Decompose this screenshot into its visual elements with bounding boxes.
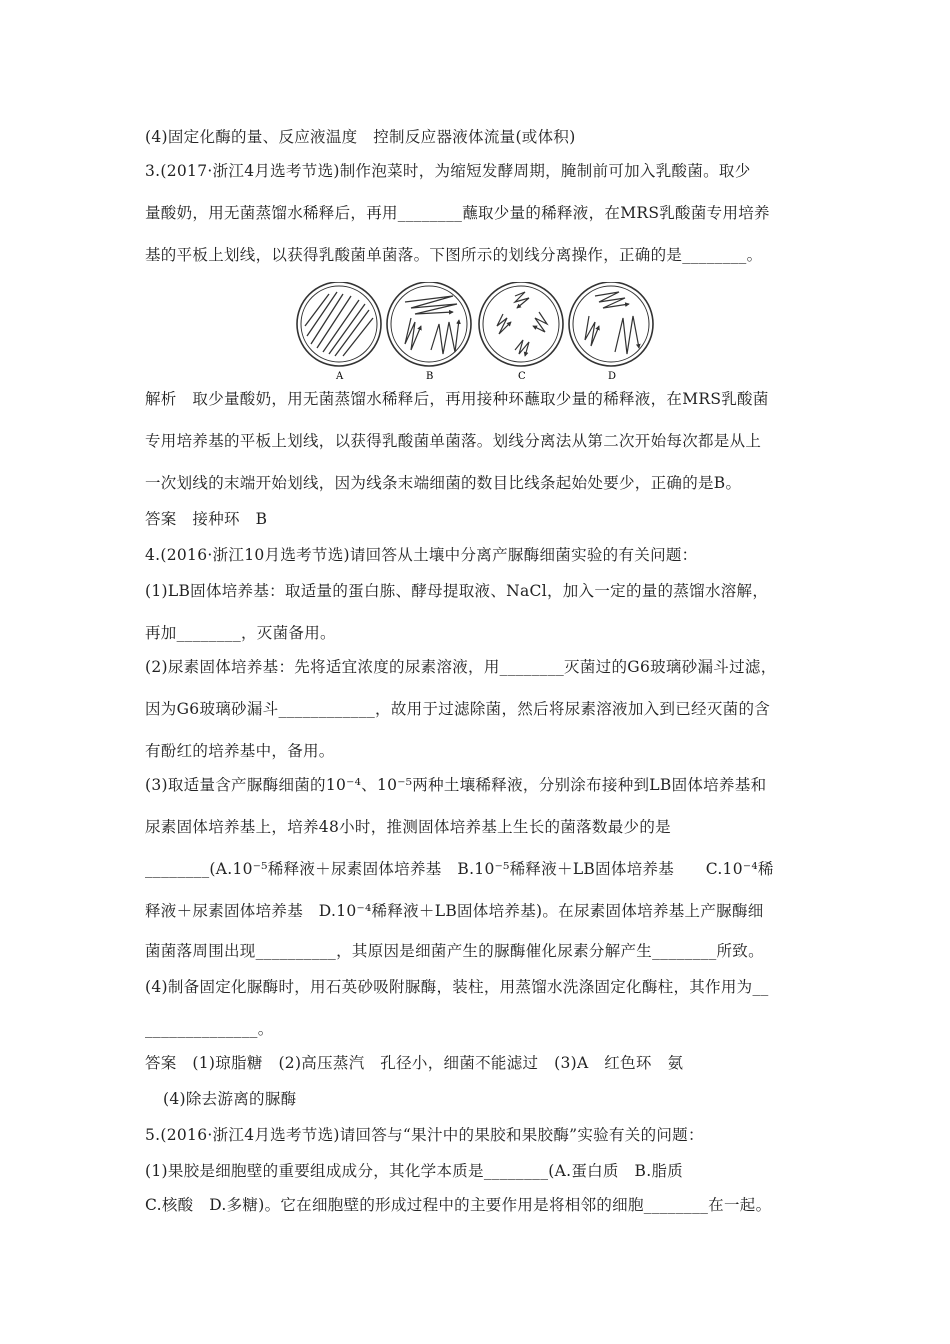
question-4-part3-line-2: 尿素固体培养基上，培养48小时，推测固体培养基上生长的菌落数最少的是: [145, 818, 671, 836]
question-4-part1-line-2: 再加________，灭菌备用。: [145, 624, 336, 642]
question-4-part3-line-4: 释液＋尿素固体培养基 D.10⁻⁴稀释液＋LB固体培养基)。在尿素固体培养基上产脲酶细: [145, 902, 764, 920]
question-3-line-1: 3.(2017·浙江4月选考节选)制作泡菜时，为缩短发酵周期，腌制前可加入乳酸菌。取少: [145, 162, 751, 180]
question-4-part2-line-2: 因为G6玻璃砂漏斗____________，故用于过滤除菌，然后将尿素溶液加入到已经灭菌的含: [145, 700, 771, 718]
analysis-line-2: 专用培养基的平板上划线，以获得乳酸菌单菌落。划线分离法从第二次开始每次都是从上: [145, 432, 762, 450]
question-3-line-3: 基的平板上划线，以获得乳酸菌单菌落。下图所示的划线分离操作，正确的是________。: [145, 246, 763, 264]
question-4-part3-line-1: (3)取适量含产脲酶细菌的10⁻⁴、10⁻⁵两种土壤稀释液，分别涂布接种到LB固体培养基和: [145, 776, 767, 794]
dish-a: [297, 282, 381, 366]
question-4-part2-line-1: (2)尿素固体培养基：先将适宜浓度的尿素溶液，用________灭菌过的G6玻璃砂漏斗过滤，: [145, 658, 777, 676]
answer-q3: 答案 接种环 B: [145, 510, 268, 528]
dish-label-b: B: [426, 371, 434, 382]
dish-b: [387, 282, 471, 366]
question-5-part1-line-1: (1)果胶是细胞壁的重要组成成分，其化学本质是________(A.蛋白质 B.脂质: [145, 1162, 684, 1180]
question-4-part4-line-1: (4)制备固定化脲酶时，用石英砂吸附脲酶，装柱，用蒸馏水洗涤固定化酶柱，其作用为__: [145, 978, 769, 996]
question-4-part4-line-2: ______________。: [145, 1020, 274, 1038]
dish-label-a: A: [336, 371, 344, 382]
question-5-part1-line-2: C.核酸 D.多糖)。它在细胞壁的形成过程中的主要作用是将相邻的细胞________在一起。: [145, 1196, 772, 1214]
question-4-part3-line-5: 菌菌落周围出现__________，其原因是细菌产生的脲酶催化尿素分解产生________所致。: [145, 942, 764, 960]
analysis-line-3: 一次划线的末端开始划线，因为线条末端细菌的数目比线条起始处要少，正确的是B。: [145, 474, 742, 492]
question-4-title: 4.(2016·浙江10月选考节选)请回答从土壤中分离产脲酶细菌实验的有关问题：: [145, 546, 698, 564]
answer-line-q2-4: (4)固定化酶的量、反应液温度 控制反应器液体流量(或体积): [145, 128, 576, 146]
streak-plate-figure: [293, 282, 663, 382]
question-3-line-2: 量酸奶，用无菌蒸馏水稀释后，再用________蘸取少量的稀释液，在MRS乳酸菌专用培养: [145, 204, 770, 222]
question-4-part2-line-3: 有酚红的培养基中，备用。: [145, 742, 335, 760]
analysis-line-1: 解析 取少量酸奶，用无菌蒸馏水稀释后，再用接种环蘸取少量的稀释液，在MRS乳酸菌: [145, 390, 769, 408]
dish-c: [479, 282, 563, 366]
answer-q4-line-2: (4)除去游离的脲酶: [163, 1090, 297, 1108]
question-4-part3-line-3: ________(A.10⁻⁵稀释液＋尿素固体培养基 B.10⁻⁵稀释液＋LB固体培养基 C.10⁻⁴稀: [145, 860, 774, 878]
dish-label-d: D: [608, 371, 617, 382]
answer-q4-line-1: 答案 (1)琼脂糖 (2)高压蒸汽 孔径小，细菌不能滤过 (3)A 红色环 氨: [145, 1054, 684, 1072]
question-5-title: 5.(2016·浙江4月选考节选)请回答与“果汁中的果胶和果胶酶”实验有关的问题：: [145, 1126, 704, 1144]
dish-label-c: C: [518, 371, 526, 382]
question-4-part1-line-1: (1)LB固体培养基：取适量的蛋白胨、酵母提取液、NaCl，加入一定的量的蒸馏水溶解，: [145, 582, 769, 600]
dish-d: [569, 282, 653, 366]
